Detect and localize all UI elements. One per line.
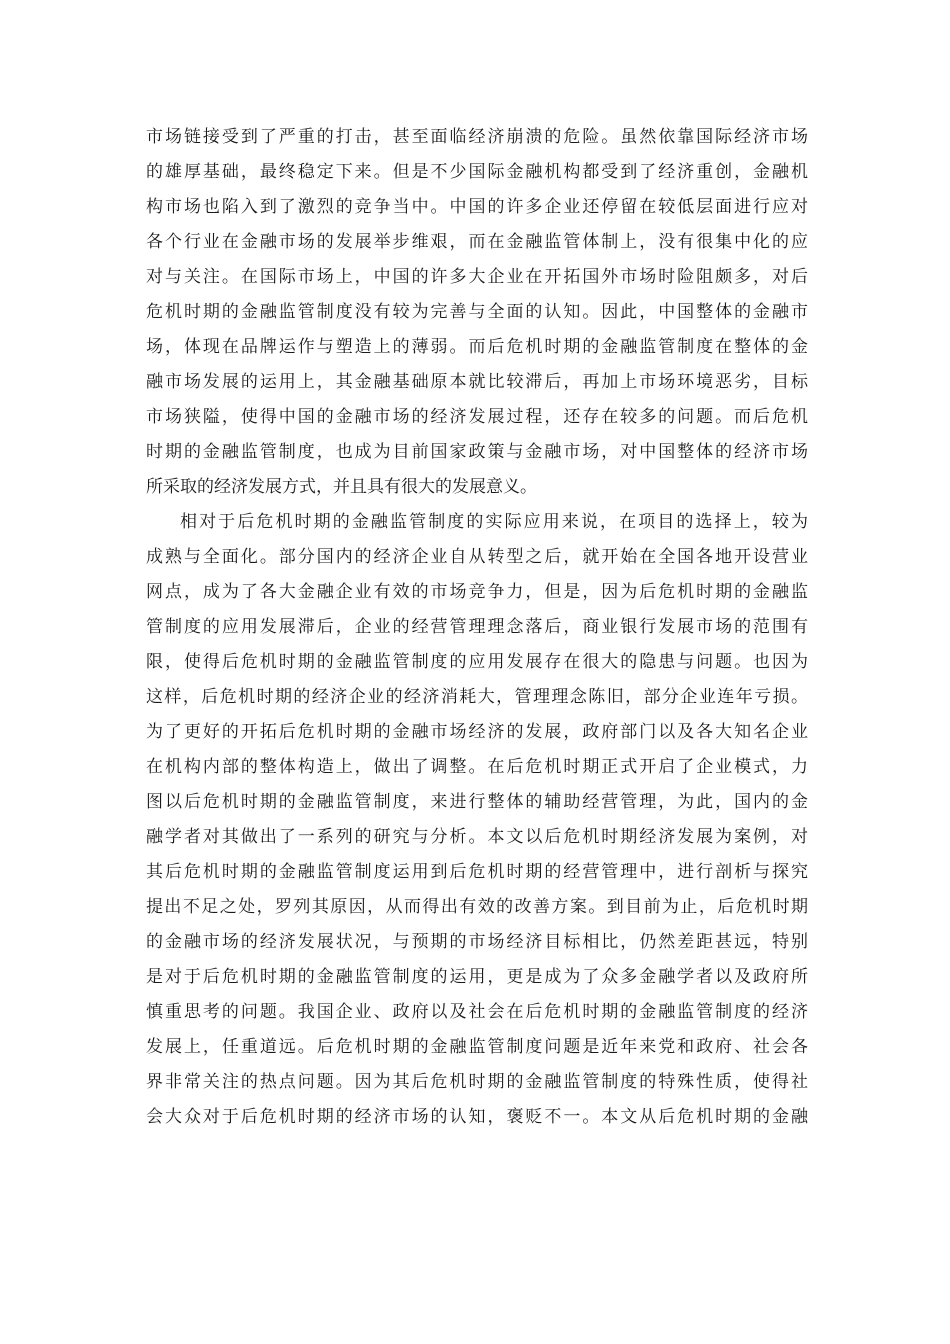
- text-line: 的雄厚基础，最终稳定下来。但是不少国际金融机构都受到了经济重创，金融机: [146, 162, 808, 182]
- text-line: 是对于后危机时期的金融监管制度的运用，更是成为了众多金融学者以及政府所: [146, 967, 808, 987]
- paragraph-2: [146, 505, 808, 1135]
- text-line: 图以后危机时期的金融监管制度，来进行整体的辅助经营管理，为此，国内的金: [146, 792, 808, 812]
- text-line: 管制度的应用发展滞后，企业的经营管理理念落后，商业银行发展市场的范围有: [146, 617, 808, 637]
- text-line: 这样，后危机时期的经济企业的经济消耗大，管理理念陈旧，部分企业连年亏损。: [146, 687, 808, 707]
- text-line: 的金融市场的经济发展状况，与预期的市场经济目标相比，仍然差距甚远，特别: [146, 932, 808, 952]
- text-line: 时期的金融监管制度，也成为目前国家政策与金融市场，对中国整体的经济市场: [146, 442, 808, 462]
- body-text: [146, 120, 808, 1135]
- text-line: 其后危机时期的金融监管制度运用到后危机时期的经营管理中，进行剖析与探究: [146, 862, 808, 882]
- paragraph-1: [146, 120, 808, 505]
- text-line: 对与关注。在国际市场上，中国的许多大企业在开拓国外市场时险阻颇多，对后: [146, 267, 808, 287]
- text-line: 危机时期的金融监管制度没有较为完善与全面的认知。因此，中国整体的金融市: [146, 302, 808, 322]
- text-line: 场，体现在品牌运作与塑造上的薄弱。而后危机时期的金融监管制度在整体的金: [146, 337, 808, 357]
- text-line: 在机构内部的整体构造上，做出了调整。在后危机时期正式开启了企业模式，力: [146, 757, 808, 777]
- text-line: 慎重思考的问题。我国企业、政府以及社会在后危机时期的金融监管制度的经济: [146, 1002, 808, 1022]
- text-line: 为了更好的开拓后危机时期的金融市场经济的发展，政府部门以及各大知名企业: [146, 722, 808, 742]
- text-line: 会大众对于后危机时期的经济市场的认知，褒贬不一。本文从后危机时期的金融: [146, 1107, 808, 1127]
- text-line: 各个行业在金融市场的发展举步维艰，而在金融监管体制上，没有很集中化的应: [146, 232, 808, 252]
- text-line: 界非常关注的热点问题。因为其后危机时期的金融监管制度的特殊性质，使得社: [146, 1072, 808, 1092]
- text-line: 融学者对其做出了一系列的研究与分析。本文以后危机时期经济发展为案例，对: [146, 827, 808, 847]
- text-line: 成熟与全面化。部分国内的经济企业自从转型之后，就开始在全国各地开设营业: [146, 547, 808, 567]
- text-line: 市场链接受到了严重的打击，甚至面临经济崩溃的危险。虽然依靠国际经济市场: [146, 127, 808, 147]
- text-line: 发展上，任重道远。后危机时期的金融监管制度问题是近年来党和政府、社会各: [146, 1037, 808, 1057]
- text-line: 提出不足之处，罗列其原因，从而得出有效的改善方案。到目前为止，后危机时期: [146, 897, 808, 917]
- text-line: 限，使得后危机时期的金融监管制度的应用发展存在很大的隐患与问题。也因为: [146, 652, 808, 672]
- text-line: 融市场发展的运用上，其金融基础原本就比较滞后，再加上市场环境恶劣，目标: [146, 372, 808, 392]
- text-line: 网点，成为了各大金融企业有效的市场竞争力，但是，因为后危机时期的金融监: [146, 582, 808, 602]
- text-line: 相对于后危机时期的金融监管制度的实际应用来说，在项目的选择上，较为: [180, 512, 808, 532]
- text-line: 构市场也陷入到了激烈的竞争当中。中国的许多企业还停留在较低层面进行应对: [146, 197, 808, 217]
- text-line: 市场狭隘，使得中国的金融市场的经济发展过程，还存在较多的问题。而后危机: [146, 407, 808, 427]
- text-line: 所采取的经济发展方式，并且具有很大的发展意义。: [146, 477, 537, 497]
